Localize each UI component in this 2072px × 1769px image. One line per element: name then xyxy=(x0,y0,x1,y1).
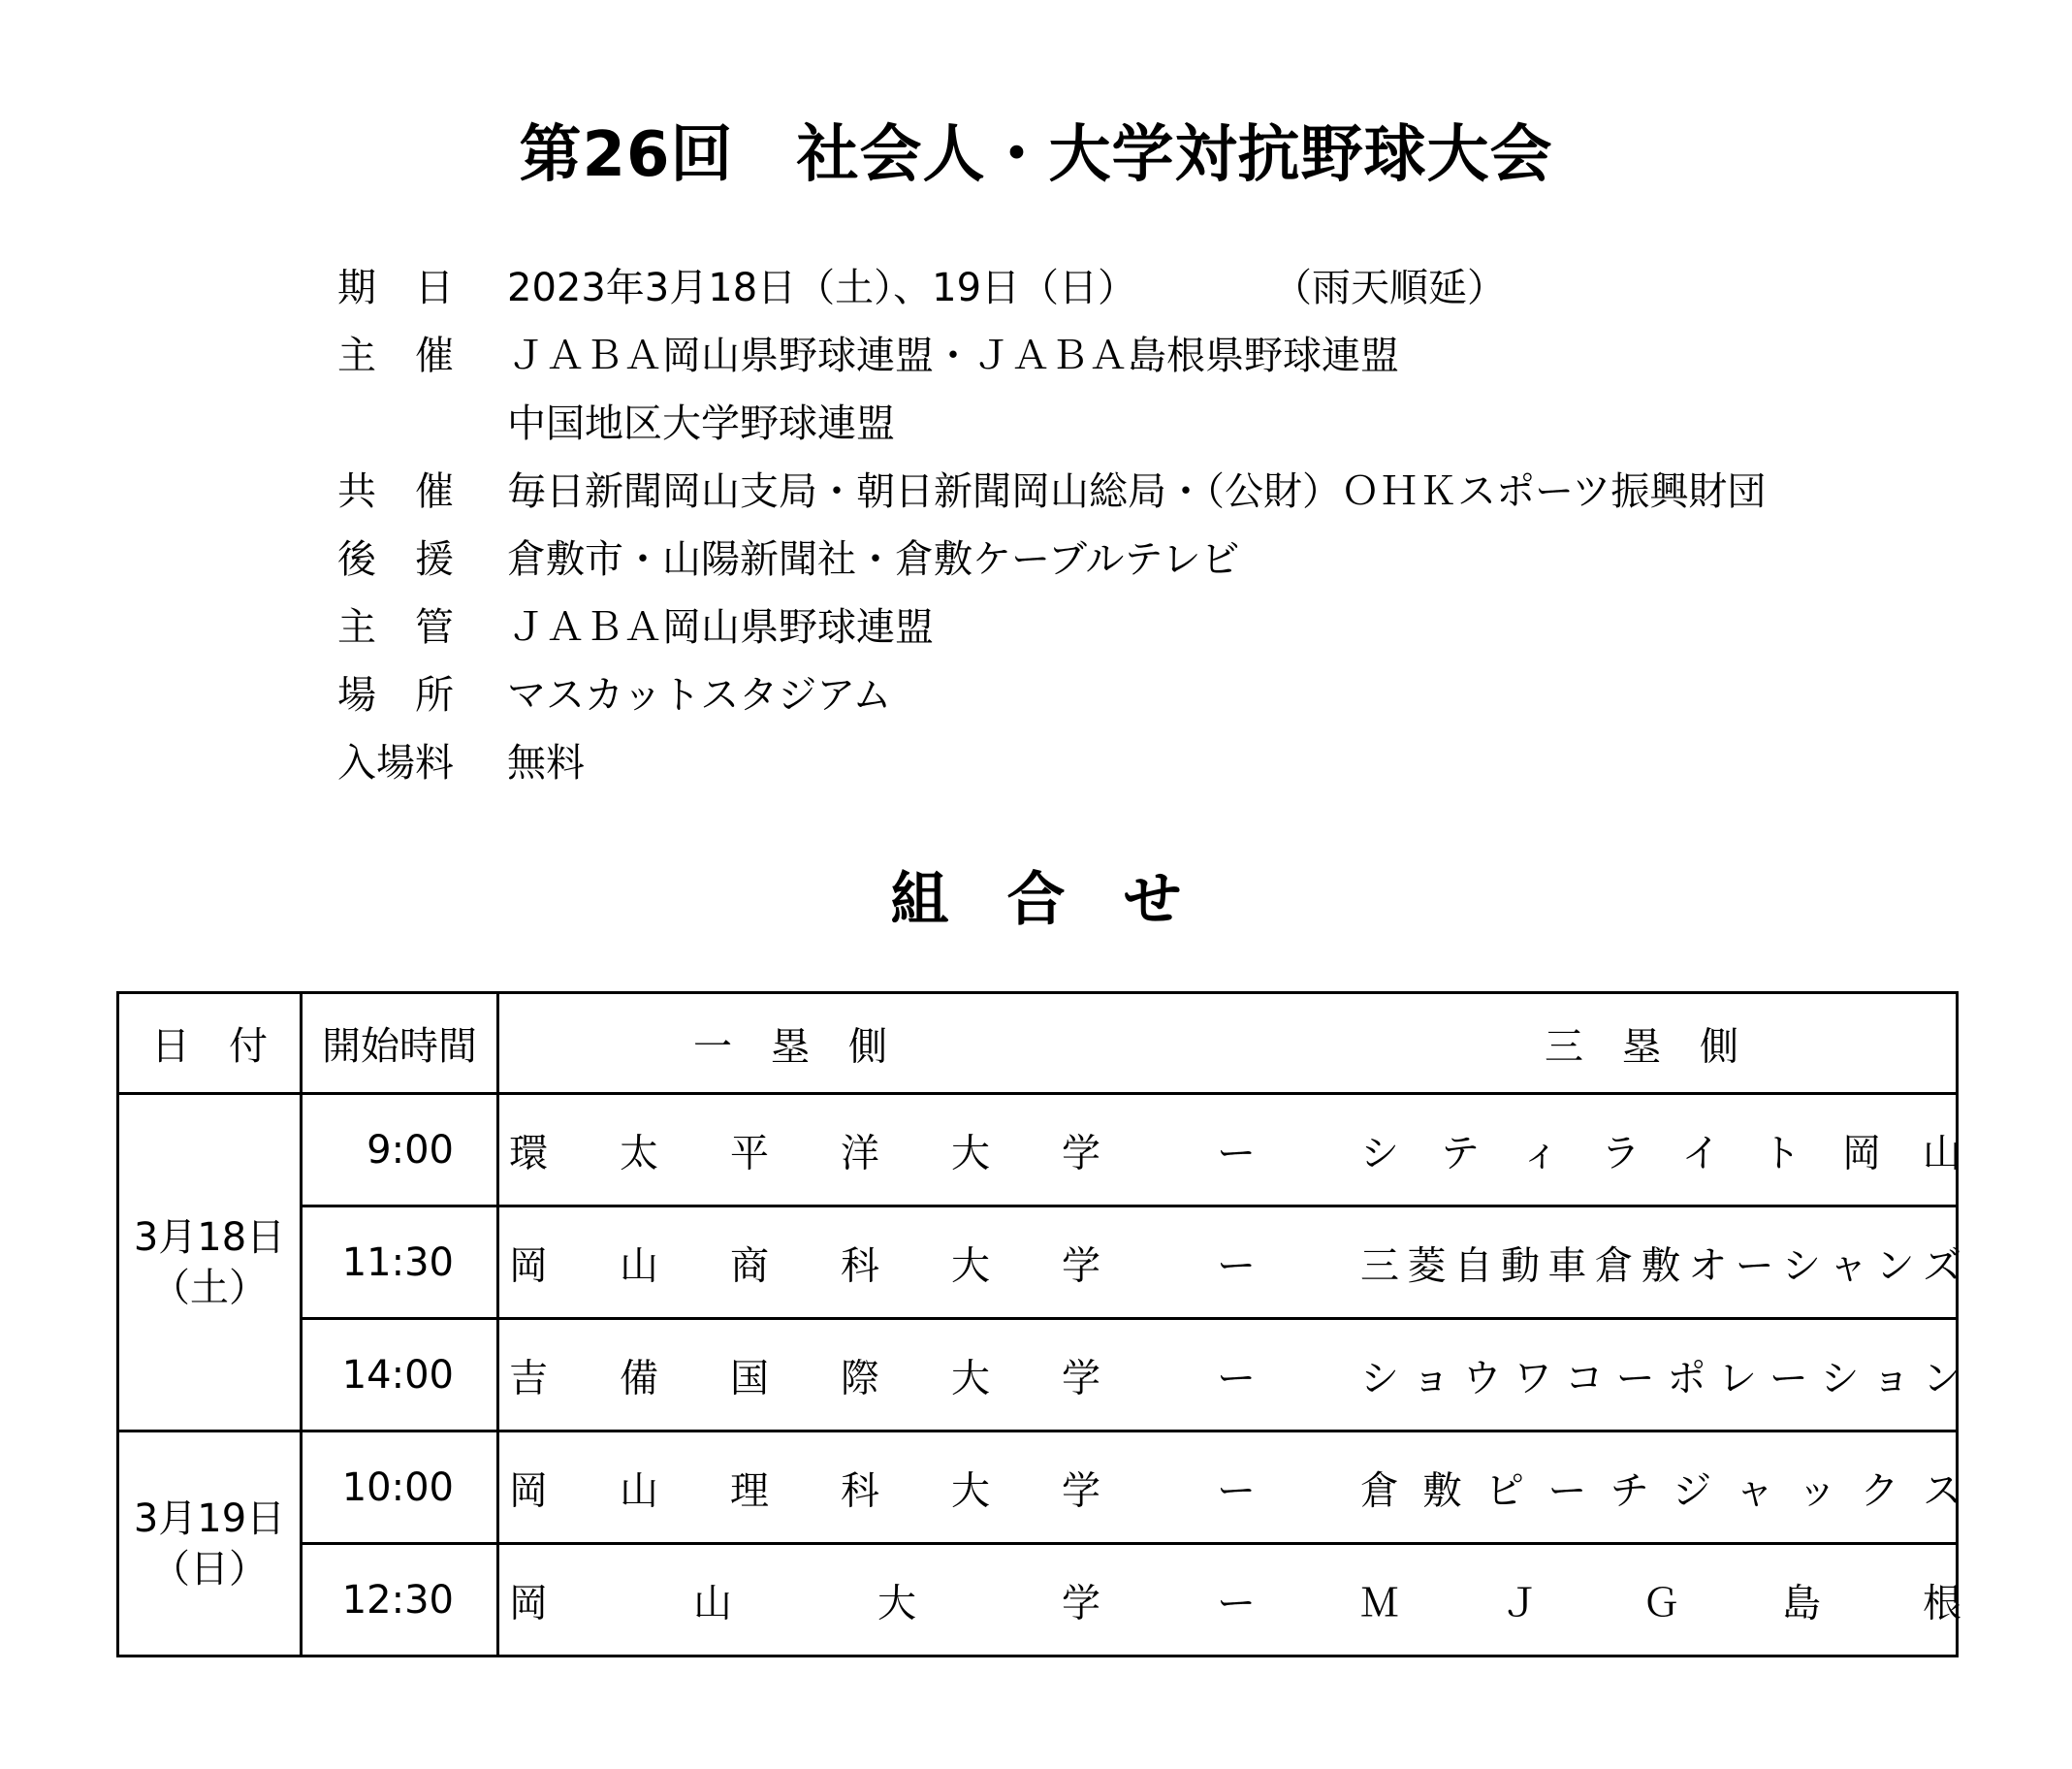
team-name-char: Ｊ xyxy=(1501,1581,1540,1625)
team-name-char: ト xyxy=(1762,1131,1801,1175)
team-name-char: 山 xyxy=(1922,1131,1961,1175)
header-time: 開始時間 xyxy=(302,993,498,1094)
team-name-char: 岡 xyxy=(509,1468,548,1513)
vs-mark: ー xyxy=(1217,1243,1256,1288)
info-organizer xyxy=(337,322,1986,390)
first-base-team xyxy=(509,1572,1100,1627)
vs-mark: ー xyxy=(1217,1581,1256,1625)
third-base-team xyxy=(1360,1122,1961,1177)
team-name-char: 学 xyxy=(1062,1356,1100,1400)
rain-note: （雨天順延） xyxy=(1273,266,1506,310)
info-label: 場 所 xyxy=(337,673,454,718)
team-name-char: 平 xyxy=(730,1131,769,1175)
team-name-char: 学 xyxy=(1062,1131,1100,1175)
team-name-char: ョ xyxy=(1871,1356,1911,1400)
vs-mark: ー xyxy=(1217,1468,1256,1513)
date-text: 3月19日 xyxy=(133,1496,286,1541)
team-name-char: 山 xyxy=(620,1243,658,1288)
third-base-team xyxy=(1360,1460,1961,1515)
team-name-char: テ xyxy=(1440,1131,1480,1175)
third-base-team xyxy=(1360,1347,1961,1402)
team-name-char: 大 xyxy=(951,1356,990,1400)
team-name-char: ィ xyxy=(1520,1131,1560,1175)
team-name-char: ポ xyxy=(1667,1356,1706,1400)
info-value: 毎日新聞岡山支局・朝日新聞岡山総局・（公財）ＯＨＫスポーツ振興財団 xyxy=(507,469,1767,514)
header-date: 日 付 xyxy=(118,993,302,1094)
team-name-char: 動 xyxy=(1500,1243,1540,1288)
team-name-char: 菱 xyxy=(1407,1243,1447,1288)
team-name-char: シ xyxy=(1781,1243,1821,1288)
header-first-base: 一 塁 側 xyxy=(693,1024,887,1069)
team-name-char: Ｇ xyxy=(1642,1581,1680,1625)
team-name-char: 科 xyxy=(841,1468,879,1513)
info-label: 共 催 xyxy=(337,469,454,514)
schedule-title: 組 合 せ xyxy=(890,866,1182,934)
weekday-text: （日） xyxy=(151,1546,268,1592)
table-row xyxy=(118,1206,1958,1319)
team-name-char: 倉 xyxy=(1594,1243,1634,1288)
info-label: 入場料 xyxy=(337,741,454,786)
team-name-char: ョ xyxy=(1411,1356,1450,1400)
time-cell: 9:00 xyxy=(302,1094,498,1206)
team-name-char: 際 xyxy=(841,1356,879,1400)
team-name-char: 敷 xyxy=(1641,1243,1680,1288)
third-base-team xyxy=(1360,1235,1961,1290)
date-cell xyxy=(118,1094,302,1431)
vs-mark: ー xyxy=(1217,1131,1256,1175)
team-name-char: ー xyxy=(1735,1243,1774,1288)
team-name-char: 学 xyxy=(1062,1468,1100,1513)
team-name-char: 大 xyxy=(951,1131,990,1175)
info-label: 主 管 xyxy=(337,605,454,650)
match-cell xyxy=(498,1544,1961,1656)
team-name-char: 三 xyxy=(1360,1243,1399,1288)
team-name-char: 備 xyxy=(620,1356,658,1400)
page-title: 第26回 社会人・大学対抗野球大会 xyxy=(519,119,1553,191)
team-name-char: 岡 xyxy=(509,1243,548,1288)
team-name-char: チ xyxy=(1610,1468,1649,1513)
date-text: 3月18日 xyxy=(133,1214,286,1260)
third-base-team xyxy=(1360,1572,1961,1627)
info-value: 無料 xyxy=(507,741,585,786)
team-name-char: 環 xyxy=(509,1131,548,1175)
team-name-char: 敷 xyxy=(1422,1468,1462,1513)
team-name-char: Ｍ xyxy=(1360,1581,1399,1625)
team-name-char: ン xyxy=(1875,1243,1915,1288)
team-name-char: ャ xyxy=(1735,1468,1774,1513)
match-cell xyxy=(498,1206,1961,1319)
team-name-char: 山 xyxy=(620,1468,658,1513)
first-base-team xyxy=(509,1460,1100,1515)
team-name-char: シ xyxy=(1360,1356,1399,1400)
event-info xyxy=(337,254,1986,797)
match-cell xyxy=(498,1431,1961,1544)
first-base-team xyxy=(509,1122,1100,1177)
date-cell xyxy=(118,1431,302,1656)
info-support xyxy=(337,526,1986,594)
table-row xyxy=(118,1544,1958,1656)
team-name-char: ー xyxy=(1547,1468,1587,1513)
team-name-char: 商 xyxy=(730,1243,769,1288)
info-date xyxy=(337,254,1986,322)
weekday-text: （土） xyxy=(151,1265,268,1310)
info-manager xyxy=(337,594,1986,661)
info-organizer-line2 xyxy=(337,390,1986,458)
info-value: 2023年3月18日（土）、19日（日） xyxy=(507,266,1137,310)
table-row xyxy=(118,1431,1958,1544)
time-cell: 11:30 xyxy=(302,1206,498,1319)
team-name-char: ズ xyxy=(1922,1243,1961,1288)
team-name-char: 太 xyxy=(620,1131,658,1175)
team-name-char: ラ xyxy=(1601,1131,1641,1175)
team-name-char: ス xyxy=(1922,1468,1961,1513)
team-name-char: ク xyxy=(1860,1468,1899,1513)
team-name-char: オ xyxy=(1688,1243,1728,1288)
info-value: ＪＡＢＡ岡山県野球連盟・ＪＡＢＡ島根県野球連盟 xyxy=(507,334,1399,378)
team-name-char: 岡 xyxy=(509,1581,548,1625)
info-value: 中国地区大学野球連盟 xyxy=(507,402,895,446)
team-name-char: ー xyxy=(1769,1356,1808,1400)
team-name-char: 大 xyxy=(951,1468,990,1513)
time-cell: 12:30 xyxy=(302,1544,498,1656)
team-name-char: 倉 xyxy=(1360,1468,1399,1513)
team-name-char: 理 xyxy=(730,1468,769,1513)
team-name-char: 島 xyxy=(1782,1581,1821,1625)
info-label: 後 援 xyxy=(337,537,454,582)
team-name-char: シ xyxy=(1820,1356,1860,1400)
match-cell xyxy=(498,1319,1961,1431)
team-name-char: ャ xyxy=(1829,1243,1868,1288)
team-name-char: 吉 xyxy=(509,1356,548,1400)
team-name-char: イ xyxy=(1681,1131,1721,1175)
match-cell xyxy=(498,1094,1961,1206)
team-name-char: ン xyxy=(1922,1356,1961,1400)
info-venue xyxy=(337,661,1986,729)
team-name-char: コ xyxy=(1564,1356,1604,1400)
team-name-char: 岡 xyxy=(1842,1131,1882,1175)
team-name-char: シ xyxy=(1360,1131,1399,1175)
team-name-char: ー xyxy=(1615,1356,1655,1400)
team-name-char: レ xyxy=(1718,1356,1758,1400)
header-third-base: 三 塁 側 xyxy=(1545,1024,1738,1069)
time-cell: 14:00 xyxy=(302,1319,498,1431)
time-cell: 10:00 xyxy=(302,1431,498,1544)
team-name-char: 大 xyxy=(877,1581,916,1625)
team-name-char: ジ xyxy=(1673,1468,1712,1513)
table-row xyxy=(118,1094,1958,1206)
team-name-char: ワ xyxy=(1514,1356,1553,1400)
team-name-char: 学 xyxy=(1062,1243,1100,1288)
team-name-char: 自 xyxy=(1453,1243,1493,1288)
info-value: ＪＡＢＡ岡山県野球連盟 xyxy=(507,605,934,650)
info-label: 主 催 xyxy=(337,334,454,378)
team-name-char: ピ xyxy=(1484,1468,1524,1513)
info-value: マスカットスタジアム xyxy=(507,673,892,718)
info-label: 期 日 xyxy=(337,266,454,310)
team-name-char: 根 xyxy=(1923,1581,1961,1625)
team-name-char: ッ xyxy=(1798,1468,1837,1513)
team-name-char: 科 xyxy=(841,1243,879,1288)
team-name-char: 学 xyxy=(1062,1581,1100,1625)
team-name-char: 国 xyxy=(730,1356,769,1400)
table-header-row xyxy=(118,993,1958,1094)
info-value: 倉敷市・山陽新聞社・倉敷ケーブルテレビ xyxy=(507,537,1240,582)
team-name-char: 大 xyxy=(951,1243,990,1288)
team-name-char: 洋 xyxy=(841,1131,879,1175)
info-co-organizer xyxy=(337,458,1986,526)
team-name-char: 車 xyxy=(1547,1243,1587,1288)
table-row xyxy=(118,1319,1958,1431)
vs-mark: ー xyxy=(1217,1356,1256,1400)
team-name-char: 山 xyxy=(693,1581,732,1625)
first-base-team xyxy=(509,1347,1100,1402)
team-name-char: ウ xyxy=(1462,1356,1502,1400)
first-base-team xyxy=(509,1235,1100,1290)
schedule-table xyxy=(116,991,1959,1657)
info-admission xyxy=(337,729,1986,797)
header-sides xyxy=(498,993,1958,1094)
